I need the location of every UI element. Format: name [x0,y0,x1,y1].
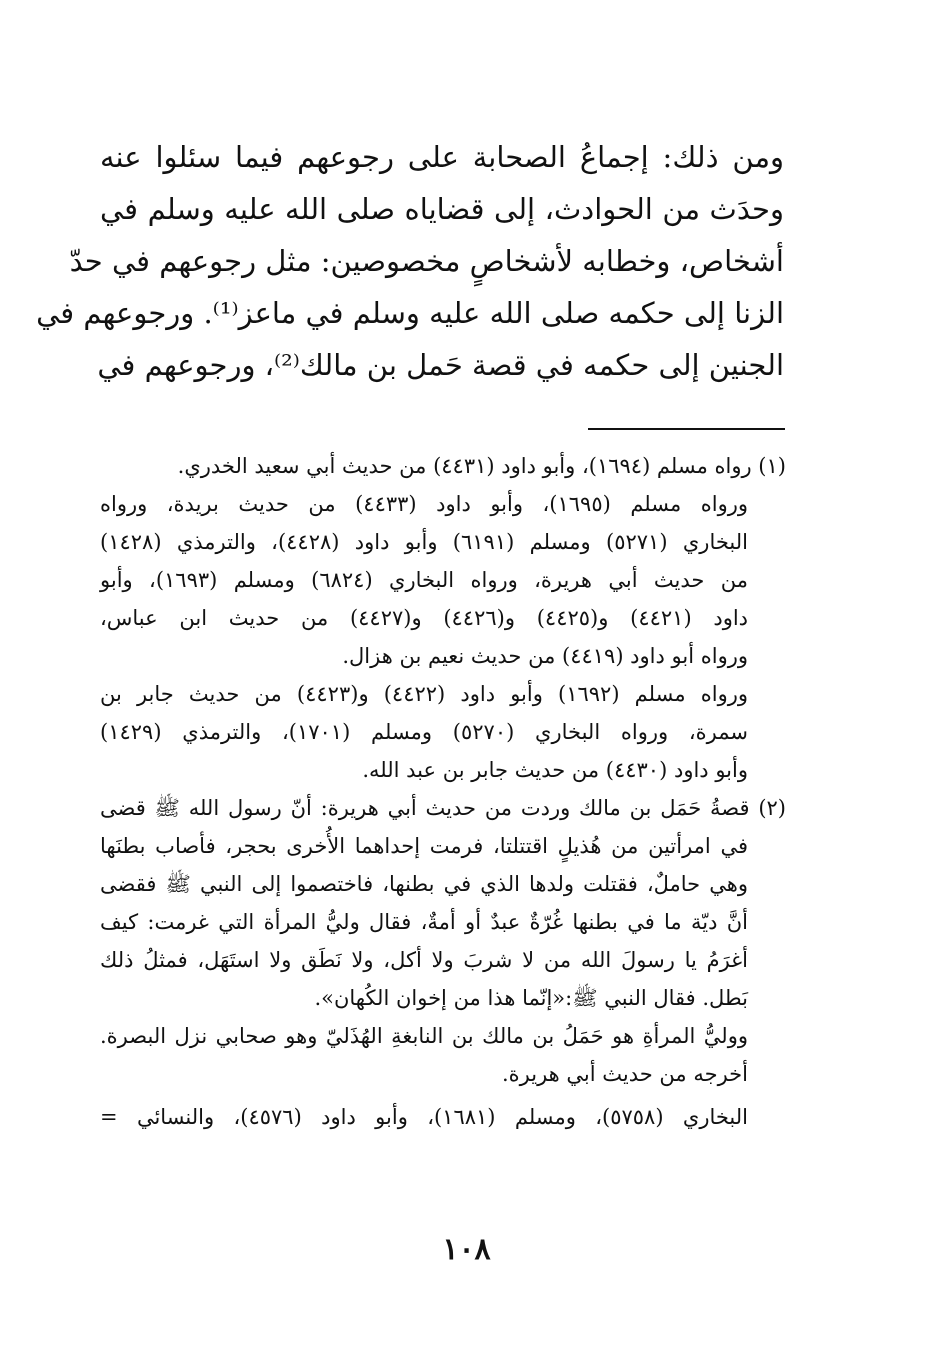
footnote-separator [588,428,785,430]
footnote-2-line: وهي حاملٌ، فقتلت ولدها الذي في بطنها، فاختصموا إلى النبي ﷺ فقضى [100,872,748,896]
footnote-2-line: البخاري (٥٧٥٨)، ومسلم (١٦٨١)، وأبو داود (٤٥٧٦)، والنسائي = [100,1105,748,1129]
main-text [36,131,784,391]
footnote-1-line: ورواه أبو داود (٤٤١٩) من حديث نعيم بن هزال. [342,644,748,668]
footnote-2-line: أخرجه من حديث أبي هريرة. [501,1062,748,1086]
main-text-line: الجنين إلى حكمه في قصة حَمل بن مالك⁽²⁾، ورجوعهم في [97,348,784,382]
footnote-1-line: داود (٤٤٢١) و(٤٤٢٥) و(٤٤٢٦) و(٤٤٢٧) من حديث ابن عباس، [100,606,749,630]
main-text-line: ومن ذلك: إجماعُ الصحابة على رجوعهم فيما سئلوا عنه [100,140,784,174]
page-number: ١٠٨ [442,1232,491,1267]
footnote-2-line: ووليُّ المرأةِ هو حَمَلُ بن مالك بن النابغةِ الهُذَليّ وهو صحابي نزل البصرة. [100,1024,748,1048]
footnote-1-line: (١) رواه مسلم (١٦٩٤)، وأبو داود (٤٤٣١) من حديث أبي سعيد الخدري. [177,454,786,478]
main-text-line: وحدَث من الحوادث، إلى قضاياه صلى الله عليه وسلم في [100,192,784,226]
footnote-2-line: في امرأتين من هُذيلٍ اقتتلتا، فرمت إحداهما الأُخرى بحجر، فأصاب بطنَها [100,834,748,858]
footnotes [100,447,786,1136]
footnote-1-line: ورواه مسلم (١٦٩٢) وأبو داود (٤٤٢٢) و(٤٤٢٣) من حديث جابر بن [100,682,748,706]
footnote-2-line: أنَّ ديّة ما في بطنها غُرّةٌ عبدٌ أو أمةٌ، فقال وليُّ المرأة التي غرمت: كيف [100,910,748,934]
main-text-line: الزنا إلى حكمه صلى الله عليه وسلم في ماعز⁽¹⁾. ورجوعهم في [36,296,784,330]
footnote-1-line: وأبو داود (٤٤٣٠) من حديث جابر بن عبد الله. [362,758,748,782]
footnote-1-line: سمرة، ورواه البخاري (٥٢٧٠) ومسلم (١٧٠١)، والترمذي (١٤٢٩) [100,720,748,744]
footnote-1-line: من حديث أبي هريرة، ورواه البخاري (٦٨٢٤) ومسلم (١٦٩٣)، وأبو [100,568,748,592]
footnote-2-line: بَطل. فقال النبي ﷺ:«إنّما هذا من إخوان الكُهان». [314,986,748,1010]
footnote-1-line: ورواه مسلم (١٦٩٥)، وأبو داود (٤٤٣٣) من حديث بريدة، ورواه [100,492,748,516]
footnote-2-line: أغرَمُ يا رسولَ الله من لا شربَ ولا أكل، ولا نَطَق ولا استَهَل، فمثلُ ذلك [100,948,748,972]
main-text-line: أشخاص، وخطابه لأشخاصٍ مخصوصين: مثل رجوعهم في حدّ [69,244,784,278]
footnote-2-line: (٢) قصةُ حَمَل بن مالك وردت من حديث أبي هريرة: أنّ رسول الله ﷺ قضى [100,796,786,820]
footnote-1-line: البخاري (٥٢٧١) ومسلم (٦١٩١) وأبو داود (٤٤٢٨)، والترمذي (١٤٢٨) [100,530,748,554]
